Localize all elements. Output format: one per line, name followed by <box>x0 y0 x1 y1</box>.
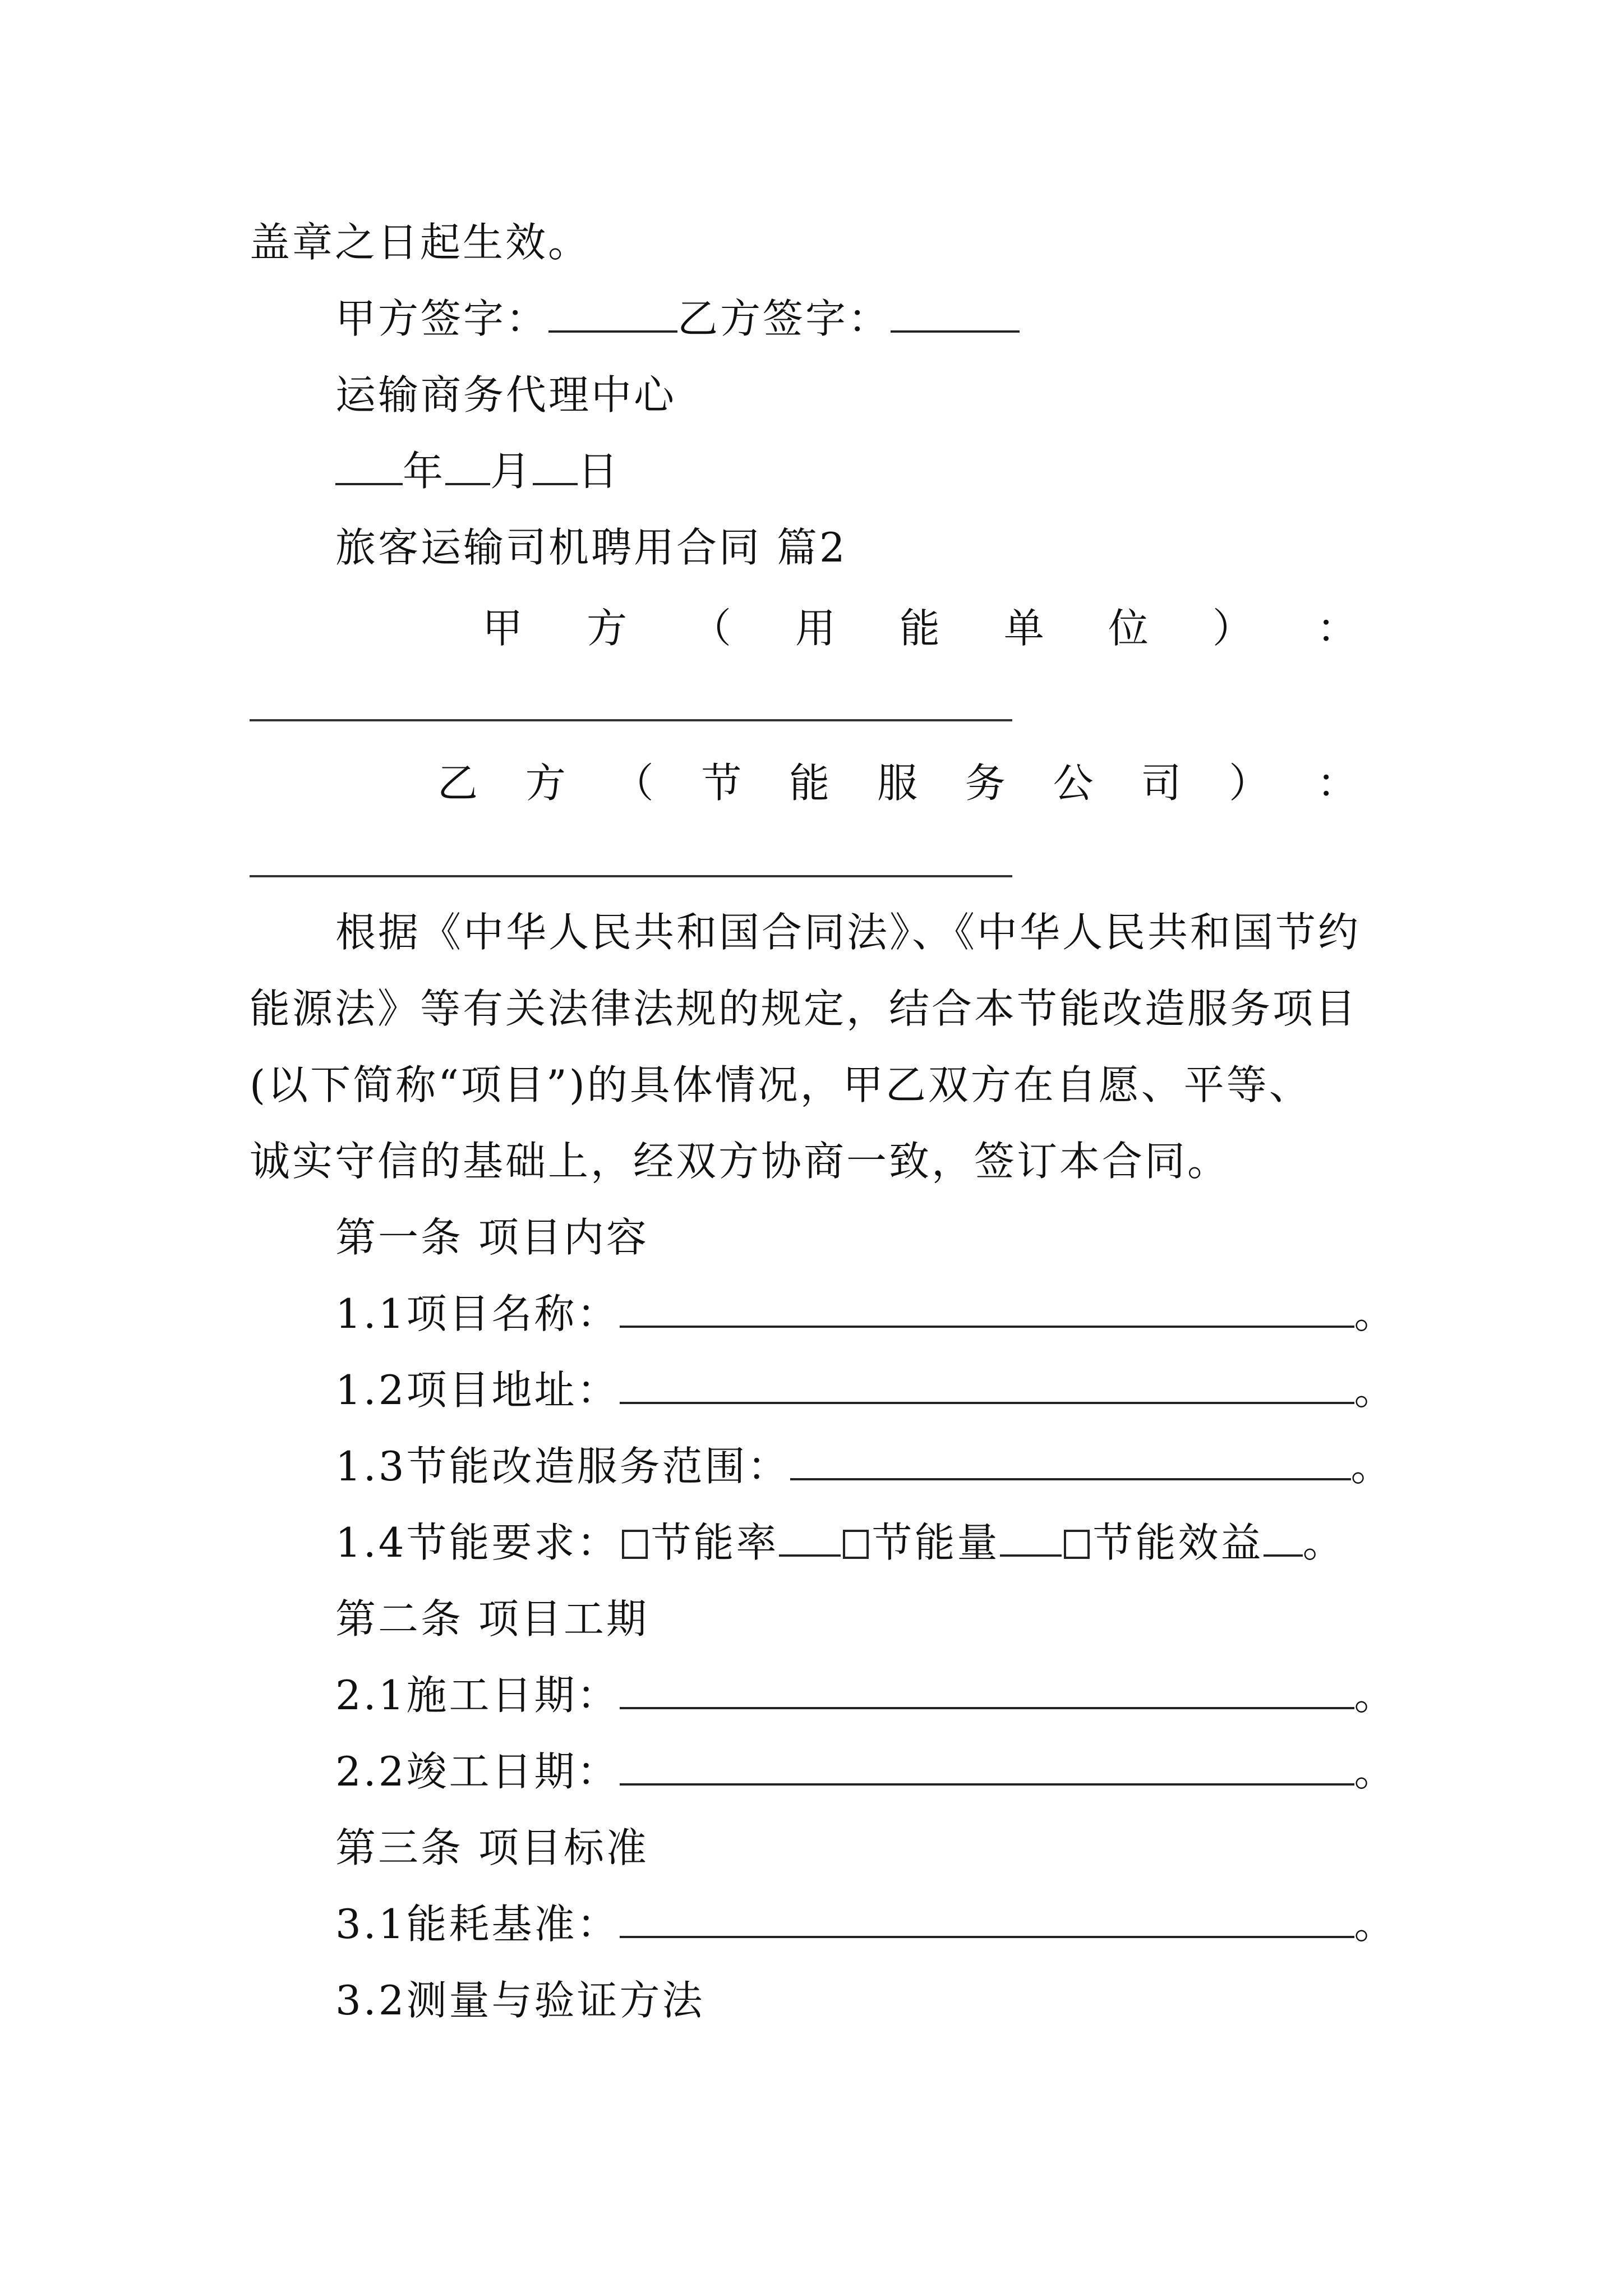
char: 方 <box>525 760 566 807</box>
char: 甲 <box>482 605 523 652</box>
paragraph-line <box>250 975 1358 1042</box>
text: 盖章之日起生效。 <box>250 219 591 266</box>
party-a-heading <box>482 595 1357 662</box>
signature-line <box>335 285 1020 352</box>
blank-field <box>620 1367 1354 1404</box>
field-label: 1.4节能要求： <box>335 1519 620 1566</box>
text: 能源法》等有关法律法规的规定，结合本节能改造服务项目 <box>250 985 1358 1032</box>
form-line <box>335 1738 1397 1805</box>
char: ： <box>1316 760 1357 807</box>
field-label: 3.1能耗基准： <box>335 1901 620 1948</box>
char: ： <box>1316 605 1357 652</box>
date-line <box>335 438 620 505</box>
period: 。 <box>1354 1672 1397 1719</box>
field-label: 1.2项目地址： <box>335 1366 620 1414</box>
blank-field <box>1264 1520 1303 1557</box>
period: 。 <box>1354 1748 1397 1795</box>
blank-field <box>445 448 490 485</box>
paragraph-line <box>250 1128 1230 1195</box>
char: 单 <box>1003 605 1044 652</box>
section-title-text: 旅客运输司机聘用合同 篇2 <box>335 524 847 571</box>
party-a-fill-line <box>250 719 1012 721</box>
char: 方 <box>586 605 627 652</box>
party-b-heading <box>437 749 1357 817</box>
blank-field <box>620 1749 1354 1786</box>
char: 能 <box>899 605 940 652</box>
section-title <box>335 514 847 581</box>
party-b-signature-label: 乙方签字： <box>677 295 891 342</box>
date-year: 年 <box>403 448 446 495</box>
field-label: 2.1施工日期： <box>335 1672 620 1719</box>
article-1-title: 第一条 项目内容 <box>335 1214 649 1261</box>
char: 用 <box>795 605 836 652</box>
blank-field <box>620 1672 1354 1709</box>
option-label: 节能率 <box>651 1519 779 1566</box>
text: 根据《中华人民共和国合同法》、《中华人民共和国节约 <box>335 909 1361 956</box>
char: （ <box>690 605 731 652</box>
field-label: 1.3节能改造服务范围： <box>335 1443 790 1490</box>
article-heading <box>335 1204 649 1271</box>
period: 。 <box>1354 1901 1397 1948</box>
article-2-title: 第二条 项目工期 <box>335 1595 649 1642</box>
blank-field <box>533 448 578 485</box>
blank-field <box>1000 1520 1062 1557</box>
form-line <box>335 1890 1397 1958</box>
text-line <box>335 1967 705 2034</box>
field-label: 1.1项目名称： <box>335 1290 620 1337</box>
blank-field <box>790 1443 1351 1480</box>
field-label: 3.2测量与验证方法 <box>335 1977 705 2024</box>
period: 。 <box>1354 1290 1397 1337</box>
form-line <box>335 1509 1345 1576</box>
char: 位 <box>1108 605 1149 652</box>
form-line <box>335 1433 1394 1500</box>
checkbox-icon <box>843 1530 869 1559</box>
period: 。 <box>1354 1366 1397 1414</box>
form-line <box>335 1662 1397 1729</box>
period: 。 <box>1350 1443 1394 1490</box>
char: 乙 <box>437 760 478 807</box>
paragraph-line <box>250 1051 1312 1119</box>
party-a-signature-label: 甲方签字： <box>335 295 549 342</box>
date-day: 日 <box>578 448 621 495</box>
blank-field <box>891 296 1020 333</box>
option-label: 节能量 <box>872 1519 1000 1566</box>
option-label: 节能效益 <box>1092 1519 1264 1566</box>
char: 服 <box>877 760 917 807</box>
blank-field <box>779 1520 841 1557</box>
text: (以下简称“项目”)的具体情况，甲乙双方在自愿、平等、 <box>250 1061 1312 1108</box>
char: ） <box>1229 760 1270 807</box>
article-heading <box>335 1814 649 1881</box>
blank-field <box>548 296 677 333</box>
char: 司 <box>1141 760 1182 807</box>
field-label: 2.2竣工日期： <box>335 1748 620 1795</box>
blank-field <box>335 448 403 485</box>
char: 公 <box>1053 760 1094 807</box>
text: 诚实守信的基础上，经双方协商一致，签订本合同。 <box>250 1138 1230 1185</box>
blank-field <box>620 1291 1354 1328</box>
text-line <box>335 361 676 429</box>
organization-name: 运输商务代理中心 <box>335 371 677 418</box>
char: 能 <box>789 760 830 807</box>
text-line <box>250 209 591 276</box>
blank-field <box>620 1901 1354 1938</box>
char: 务 <box>965 760 1006 807</box>
period: 。 <box>1302 1519 1345 1566</box>
article-3-title: 第三条 项目标准 <box>335 1824 649 1871</box>
char: 节 <box>701 760 742 807</box>
char: ） <box>1212 605 1253 652</box>
checkbox-icon <box>1064 1530 1090 1559</box>
paragraph-line <box>335 899 1361 966</box>
form-line <box>335 1356 1397 1424</box>
checkbox-icon <box>622 1530 648 1559</box>
party-b-fill-line <box>250 875 1012 877</box>
date-month: 月 <box>490 448 533 495</box>
form-line <box>335 1280 1397 1347</box>
char: （ <box>613 760 654 807</box>
article-heading <box>335 1585 649 1653</box>
